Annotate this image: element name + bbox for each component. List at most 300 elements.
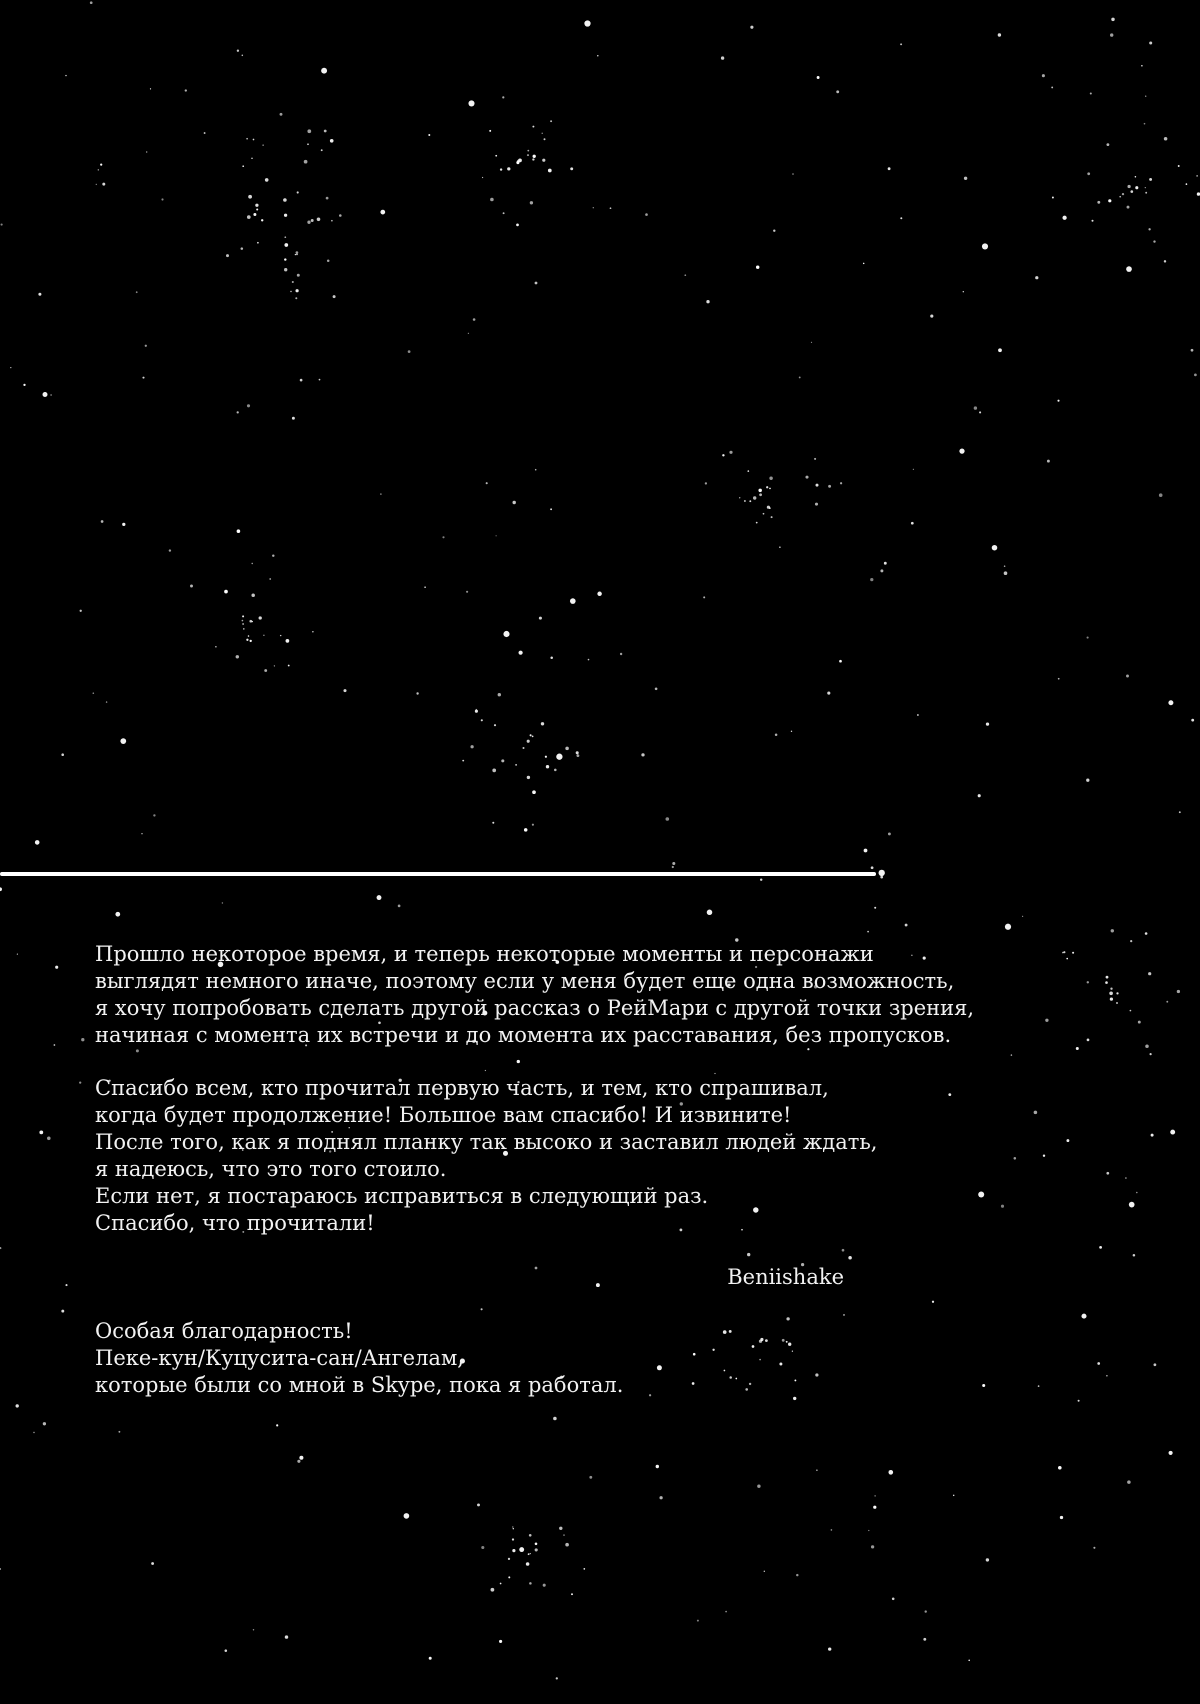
star [404,1513,410,1519]
star [1111,18,1114,21]
star [1159,493,1163,497]
text-line: которые были со мной в Skype, пока я работал. [95,1373,624,1397]
star [979,411,981,413]
star [276,1424,278,1426]
star [1191,349,1194,352]
star [292,417,295,420]
star [226,254,229,257]
star [888,167,891,170]
star [495,155,497,157]
star [481,1546,484,1549]
star [1106,1172,1109,1175]
text-line: Прошло некоторое время, и теперь некоторые моменты и персонажи [95,942,874,966]
star [1127,1480,1131,1484]
star [307,129,311,133]
star [589,1476,592,1479]
star [190,585,193,588]
star [842,1249,845,1252]
star [532,824,534,826]
star [327,259,330,262]
star [763,513,765,515]
star [101,520,104,523]
star [749,500,751,502]
star [760,1338,763,1341]
star [1090,92,1092,94]
star [791,731,792,732]
star [831,1529,833,1531]
star [120,738,126,744]
star [871,1545,874,1548]
star [39,1131,43,1135]
star [54,1044,56,1046]
star [513,1528,514,1529]
star [769,488,771,490]
star [867,931,869,933]
star [769,477,772,480]
star [848,1256,852,1260]
star [794,1379,796,1381]
star [953,1495,954,1496]
star [311,219,314,222]
star [1194,374,1197,377]
star [43,1422,46,1425]
star [1145,1044,1149,1048]
star [729,1376,732,1379]
star [1043,1155,1045,1157]
star [274,665,275,666]
star [477,1503,480,1506]
star [516,224,519,227]
text-line: Спасибо, что прочитали! [95,1211,375,1235]
star [1144,123,1146,125]
star [243,628,245,630]
star [1168,700,1173,705]
star [283,198,287,202]
star [998,33,1001,36]
star [1078,1400,1080,1402]
star [596,1283,600,1287]
star [532,126,534,128]
star [500,168,502,170]
star [118,1431,120,1433]
star [1154,1363,1157,1366]
star [570,598,576,604]
star [1111,929,1114,932]
star [554,769,557,772]
star [786,1341,788,1343]
star [42,392,47,397]
star [556,1677,558,1679]
star [1145,96,1146,97]
star [827,692,830,695]
star [485,1070,486,1071]
star [253,1629,254,1630]
star [948,1093,951,1096]
star [1116,1002,1118,1004]
star [284,258,286,260]
star [556,754,562,760]
star [550,657,553,660]
star [1127,206,1130,209]
star [1186,183,1188,185]
star [1087,637,1089,639]
star [428,134,430,136]
star [1138,1021,1141,1024]
star [508,1558,510,1560]
star [1126,675,1129,678]
star [1125,1177,1127,1179]
star [871,866,874,869]
text-line: Особая благодарность! [95,1319,353,1343]
star [1191,719,1194,722]
star [1149,178,1152,181]
star [1150,1053,1152,1055]
star [1052,197,1054,199]
star [237,529,241,533]
star [892,1598,895,1601]
star [259,616,262,619]
text-line: Пеке-кун/Куцусита-сан/Ангелам, [95,1346,464,1370]
star [535,469,537,471]
star [817,76,820,79]
star [1149,41,1152,44]
star [752,1345,755,1348]
star [264,669,267,672]
star [775,733,778,736]
star [517,160,520,163]
star [1148,972,1151,975]
star [1110,33,1113,36]
star [262,144,263,145]
star [1153,240,1155,242]
star [1135,176,1137,178]
star [242,55,244,57]
star [489,130,491,132]
star [888,1470,893,1475]
special-thanks [95,1318,623,1399]
star [38,293,41,296]
star [1130,1010,1132,1012]
star [1011,1054,1012,1055]
star [535,282,538,285]
star [542,159,545,162]
star [545,756,547,758]
star [339,214,342,217]
star [261,219,263,221]
star [16,1404,19,1407]
star [1133,1254,1136,1257]
star [998,348,1002,352]
star [321,149,323,151]
star [1105,981,1108,984]
star [237,411,239,413]
star [1086,779,1089,782]
star [729,451,732,454]
star [692,1382,695,1385]
star [321,68,327,74]
star [1042,74,1045,77]
star [1148,228,1150,230]
star [570,167,573,170]
star [494,724,496,726]
star [252,563,253,564]
star [766,486,768,488]
star [1106,1375,1108,1377]
star [528,1553,530,1555]
star [1130,190,1133,193]
star [793,1397,796,1400]
star [0,887,2,891]
star [747,1253,750,1256]
star [185,89,187,91]
star [533,155,536,158]
star [959,448,964,453]
star [491,1588,495,1592]
star [122,523,125,526]
star [757,1485,760,1488]
star [486,482,488,484]
star [529,1534,532,1537]
star [759,1359,761,1361]
star [735,1378,737,1380]
star [237,50,239,52]
star [1045,1019,1048,1022]
star [35,840,40,845]
star [408,350,411,353]
star [136,1049,139,1052]
star [1196,175,1198,177]
star [879,870,885,876]
star [880,876,883,879]
star [739,497,740,498]
star [1058,678,1060,680]
star [524,828,528,832]
star [1119,196,1121,198]
star [295,254,296,255]
star [641,753,644,756]
star [532,736,534,738]
star [80,610,82,612]
star [1127,185,1130,188]
star [142,377,144,379]
star [723,1330,727,1334]
star [343,689,346,692]
star [541,722,544,725]
star [296,289,299,292]
star [61,753,64,756]
star [253,139,255,141]
star [1062,952,1064,954]
star [248,195,252,199]
star [253,213,256,216]
star [1164,260,1166,262]
star [416,692,418,694]
star [481,719,483,721]
star [986,722,989,725]
star [1072,952,1074,954]
star [1110,988,1112,990]
star [251,158,252,159]
star [1076,1047,1079,1050]
star [583,1568,585,1570]
star [684,274,686,276]
star [17,954,18,955]
star [773,230,775,232]
star [236,655,239,658]
star [462,760,464,762]
star [1081,1314,1086,1319]
star [96,184,97,185]
star [102,183,105,186]
star [284,268,287,271]
star [815,503,818,506]
star [693,1353,696,1356]
star [1001,1205,1004,1208]
star [1004,565,1006,567]
star [333,295,336,298]
star [925,1610,927,1612]
star [519,651,523,655]
star [982,1384,985,1387]
star [100,163,102,165]
star [225,1649,228,1652]
star [527,150,529,152]
star [79,1081,81,1083]
star [482,177,483,178]
star [1110,997,1113,1000]
star [656,1465,659,1468]
star [331,220,333,222]
star [241,247,244,250]
star [295,297,297,299]
star [527,776,530,779]
star [503,212,505,214]
star [380,493,381,494]
star [705,482,707,484]
star [888,832,891,835]
star [490,198,494,202]
star [519,1547,524,1552]
star [753,496,756,499]
star [706,300,709,303]
star [923,1638,926,1641]
star [242,615,244,617]
text-line: выглядят немного иначе, поэтому если у меня будет еще одна возможность, [95,969,955,993]
star [1145,192,1147,194]
star [1087,1039,1090,1042]
star [769,507,771,509]
star [782,1339,785,1342]
star [760,878,762,880]
star [496,535,497,536]
star [0,1247,1,1249]
star [788,1343,791,1346]
star [550,508,552,510]
star [468,333,469,334]
text-line: После того, как я поднял планку так высоко и заставил людей ждать, [95,1130,878,1154]
star [814,458,816,460]
star [307,143,309,145]
star [815,1373,818,1376]
star [1141,65,1143,67]
star [792,173,794,175]
star [721,56,724,59]
star [584,20,590,26]
star [442,536,444,538]
star [65,75,66,76]
star [204,132,206,134]
star [565,1543,569,1547]
star [1099,1246,1102,1249]
star [304,160,308,164]
star [1097,1362,1100,1365]
star [153,814,155,816]
star [1130,940,1132,942]
star [874,1495,875,1496]
star [475,710,478,713]
star [559,1527,562,1530]
star [503,631,509,637]
star [285,1635,288,1638]
star [666,817,670,821]
star [1057,400,1059,402]
author-signature: Beniishake [727,1265,844,1289]
star [884,562,887,565]
star [1164,137,1168,141]
text-line: когда будет продолжение! Большое вам спасибо! И извините! [95,1103,792,1127]
star [930,315,933,318]
star [512,1538,514,1540]
star [725,1611,727,1613]
star [136,291,138,293]
star [1022,916,1023,917]
star [530,201,533,204]
star [672,866,674,868]
star [499,1640,502,1643]
star [255,204,258,207]
star [326,197,329,200]
star [492,769,496,773]
star [759,493,762,496]
star [649,1394,651,1396]
star [307,221,310,224]
star [1066,1139,1069,1142]
star [771,516,773,518]
text-line: я хочу попробовать сделать другой рассказ о РейМари с другой точки зрения, [95,996,975,1020]
star [1097,201,1100,204]
star [535,1543,538,1546]
star [145,345,147,347]
star [729,1330,732,1333]
star [500,1583,502,1585]
star [864,849,868,853]
star [242,165,244,167]
star [1062,216,1066,220]
star [81,1038,84,1041]
star [657,1365,662,1370]
star [873,1506,876,1509]
star [492,822,494,824]
star [169,549,171,551]
text-line: Спасибо всем, кто прочитал первую часть, и тем, кто спрашивал, [95,1076,829,1100]
star [1058,1466,1062,1470]
star [836,90,839,93]
star [424,586,426,588]
star [146,151,147,152]
star [263,635,264,636]
star [610,207,612,209]
star [1087,172,1090,175]
